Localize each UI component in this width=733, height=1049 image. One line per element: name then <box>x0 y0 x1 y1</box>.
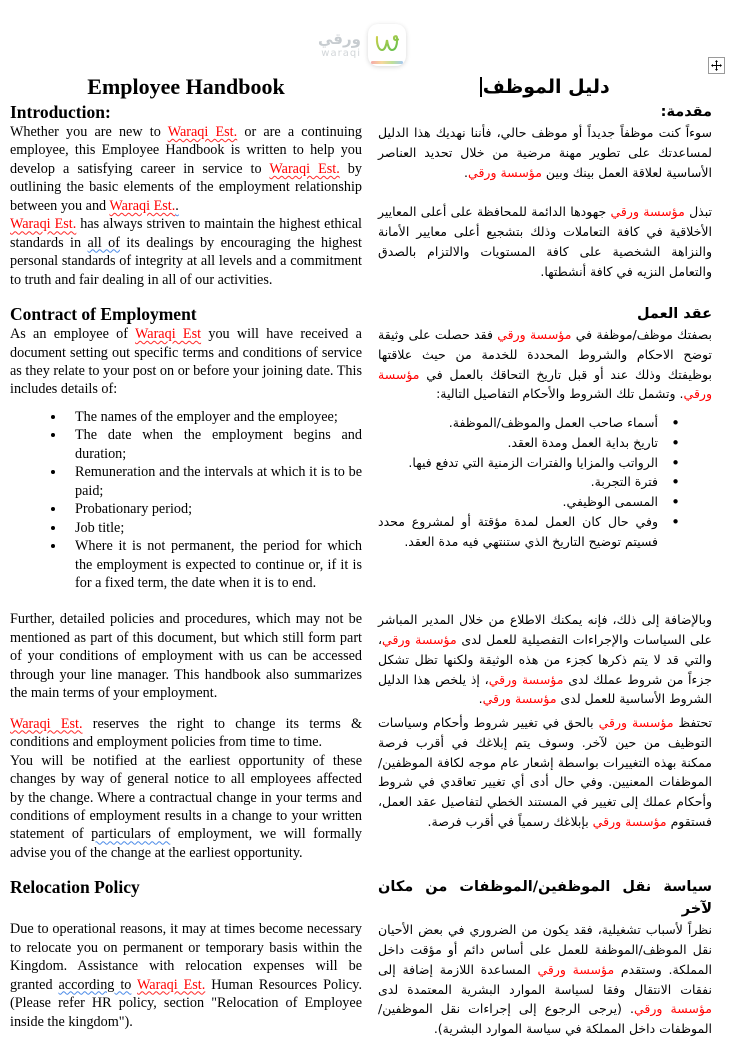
text-segment: reserves the right to change its terms & conditions and employment policies from time to time. <box>10 715 362 751</box>
paragraph[interactable] <box>378 713 712 832</box>
waraqi-logo-arabic-text: ورقي <box>318 29 361 48</box>
text-segment-redsq: Waraqi Est. <box>10 715 83 732</box>
paragraph[interactable] <box>378 202 712 281</box>
bullet-item[interactable]: • وفي حال كان العمل لمدة مؤقتة أو لمشروع محدد فسيتم توضيح التاريخ الذي ستنتهي فيه مدة العقد. <box>378 512 682 552</box>
text-segment: employment, we will formally advise you of the change at the earliest opportunity. <box>10 826 362 861</box>
text-segment-red: مؤسسة ورقي <box>598 715 674 731</box>
text-segment-redsq: Waraqi Est. <box>137 976 206 993</box>
text-segment: As an employee of <box>10 326 136 343</box>
relocation-body-en[interactable] <box>10 920 362 1039</box>
text-segment: بإبلاغك رسمياً في أقرب فرصة. <box>427 813 593 829</box>
bullet-item[interactable]: • Remuneration and the intervals at which it is to be paid; <box>66 463 362 500</box>
heading-relocation-ar[interactable]: سياسة نقل الموظفين/الموظفات من مكان لآخر <box>378 879 712 918</box>
text-segment: Human Resources Policy. (Please refer HR policy, section "Relocation of Employee inside the kingdom"). <box>10 976 362 1030</box>
bullet-item[interactable]: • تاريخ بداية العمل ومدة العقد. <box>378 433 682 453</box>
text-segment: ، والتي قد لا يتم ذكرها كجزء من هذه الوثيقة ولكنها تظل تشكل جزءاً من شروط عملك لدى <box>378 632 713 687</box>
text-segment-red: مؤسسة ورقي <box>497 327 572 343</box>
text-segment-bluesq: all of <box>87 234 120 251</box>
doc-title-ar-text: دليل الموظف <box>482 76 610 98</box>
text-segment-redsq: Waraqi Est. <box>10 216 77 233</box>
paragraph[interactable] <box>10 715 362 752</box>
text-segment-redsq: Waraqi Est <box>135 326 202 343</box>
text-segment-red: مؤسسة ورقي <box>482 691 557 707</box>
contract-body-en[interactable] <box>10 325 362 592</box>
doc-title-ar[interactable] <box>378 73 712 101</box>
text-segment: by outlining the basic elements of the employment relationship between you and <box>10 160 362 214</box>
heading-introduction-en[interactable]: Introduction: <box>10 102 111 122</box>
text-segment: المساعدة اللازمة إضافة إلى نفقات الانتقال وفقا لسياسة الموارد البشرية المعتمدة لدى <box>378 961 712 997</box>
waraqi-logo-wordmark <box>318 29 361 59</box>
text-segment-red: مؤسسة ورقي <box>468 164 542 180</box>
text-segment: ، إذ يلخص هذا الدليل الشروط الأساسية للعمل لدى <box>378 671 712 707</box>
intro-body-ar[interactable] <box>378 123 712 289</box>
text-segment: تحتفظ <box>673 715 712 731</box>
mid-body-ar[interactable] <box>378 610 712 862</box>
heading-contract-ar[interactable]: عقد العمل <box>636 306 712 323</box>
text-segment-bluesq: particulars of <box>91 826 171 843</box>
bullet-item[interactable]: • The names of the employer and the employee; <box>66 408 362 426</box>
text-segment-red: مؤسسة ورقي <box>633 1001 712 1017</box>
heading-introduction-ar[interactable]: مقدمة: <box>660 104 712 120</box>
text-segment: تبذل <box>684 204 712 220</box>
heading-contract-en[interactable]: Contract of Employment <box>10 304 197 325</box>
logo-rainbow-bar <box>371 61 403 64</box>
text-segment-redsq: Waraqi Est. <box>167 124 238 140</box>
text-segment-red: مؤسسة ورقي <box>610 204 685 220</box>
text-segment: . <box>464 164 469 180</box>
waraqi-logo-latin-text: waraqi <box>321 47 361 59</box>
text-segment: You will be notified at the earliest opportunity of these changes by way of general notice to all employees affected by the change. Where a contractual change in your terms and conditions of employment results in a change to your written statement of <box>10 752 362 843</box>
text-segment: has always striven to maintain the highest ethical standards in <box>10 216 362 251</box>
bullet-item[interactable]: • Where it is not permanent, the period for which the employment is expected to continue or, if it is for a fixed term, the date when it is to end. <box>66 537 362 592</box>
text-segment-bluesq: . <box>175 197 179 214</box>
text-segment-redsq: Waraqi Est. <box>109 197 176 214</box>
paragraph[interactable] <box>10 610 362 702</box>
contract-bullet-list-en[interactable] <box>10 408 362 593</box>
text-segment: Further, detailed policies and procedures, which may not be mentioned as part of this document, but which still form part of your conditions of employment with us can be accessed through your line manager. This handbook also summarizes the main terms of your employment. <box>10 611 362 702</box>
text-segment: جهودها الدائمة للمحافظة على أعلى المعايير الأخلاقية في كافة التعاملات وذلك بتشجيع أعلى معايير الأمانة والنزاهة الشخصية على كافة المستويات والالتزام بالصدق والتعامل النزيه في كافة أنشطتها. <box>378 204 712 279</box>
text-segment: Due to operational reasons, it may at times become necessary to relocate you on permanent or temporary basis within the Kingdom. Assistance with relocation expenses will be granted <box>10 921 362 993</box>
text-segment: بالحق في تغيير شروط وأحكام وسياسات التوظيف من حين لآخر. وسوف يتم إبلاغك في أقرب فرصة ممكنة بهذه التغييرات بواسطة إشعار عام موجه لكافة الموظفين/الموظفات المعنيين. وفي حال أدى أي تغيير تعاقدي في شروط وأحكام عملك إلى تغيير في المستند الخطي لتفاصيل عقد العمل، فستقوم <box>378 715 712 829</box>
paragraph[interactable] <box>10 123 362 215</box>
waraqi-logo-icon <box>368 24 406 66</box>
text-segment-redsq: Waraqi Est. <box>269 160 340 177</box>
text-segment-red: مؤسسة ورقي <box>382 632 457 648</box>
paragraph[interactable] <box>10 325 362 399</box>
text-segment: . <box>478 691 483 707</box>
heading-relocation-en[interactable]: Relocation Policy <box>10 877 140 898</box>
contract-body-ar[interactable] <box>378 325 712 592</box>
text-segment: or are a continuing employee, this Employee Handbook is written to help you develop a satisfying career in service to <box>10 124 362 177</box>
bullet-item[interactable]: • المسمى الوظيفي. <box>378 492 682 512</box>
text-segment-bluesq: according to <box>58 976 132 993</box>
paragraph[interactable] <box>378 920 712 1039</box>
text-segment-red: مؤسسة ورقي <box>537 961 615 977</box>
text-cursor <box>480 77 482 97</box>
text-segment: سوءاً كنت موظفاً جديداً أو موظف حالي، فأننا نهديك هذا الدليل لمساعدتك على تطوير مهنة مرضية من خلال تحديد العناصر الأساسية لعلاقة العمل بينك وبين <box>378 125 712 180</box>
text-segment-red: مؤسسة ورقي <box>592 813 667 829</box>
bullet-item[interactable]: • The date when the employment begins and duration; <box>66 426 362 463</box>
bullet-item[interactable]: • الرواتب والمزايا والفترات الزمنية التي تدفع فيها. <box>378 453 682 473</box>
paragraph[interactable] <box>10 215 362 289</box>
text-segment: its dealings by encouraging the highest personal standards of integrity at all levels and a commitment to truth and fair dealing in all of our activities. <box>10 234 363 288</box>
paragraph[interactable] <box>378 610 712 709</box>
bullet-item[interactable]: • Job title; <box>66 519 362 537</box>
text-segment-red: مؤسسة ورقي <box>378 366 712 402</box>
paragraph[interactable] <box>10 920 362 1031</box>
contract-bullet-list-ar[interactable] <box>378 413 712 551</box>
bullet-item[interactable]: • Probationary period; <box>66 500 362 518</box>
waraqi-logo <box>318 24 406 66</box>
paragraph[interactable] <box>10 752 362 863</box>
text-segment: you will have received a document setting out specific terms and conditions of service as they relate to your post on or before your joining date. This includes details of: <box>10 326 362 398</box>
text-segment: Whether you are new to <box>10 124 168 140</box>
paragraph[interactable] <box>378 123 712 182</box>
bullet-item[interactable]: • فترة التجربة. <box>378 472 682 492</box>
text-segment: بصفتك موظف/موظفة في <box>571 327 712 343</box>
text-segment-red: مؤسسة ورقي <box>488 671 564 687</box>
paragraph[interactable] <box>378 325 712 404</box>
move-handle-icon[interactable] <box>708 57 725 74</box>
text-segment: فقد حصلت على وثيقة توضح الاحكام والشروط المحددة للخدمة من حيث علاقتها بوظيفتك وذلك عند أو قبل تاريخ التحاقك بالعمل في <box>378 327 712 382</box>
text-segment: وبالإضافة إلى ذلك، فإنه يمكنك الاطلاع من خلال المدير المباشر على السياسات والإجراءات التفصيلية للعمل لدى <box>378 612 713 648</box>
text-segment: . وتشمل تلك الشروط والأحكام التفاصيل التالية: <box>436 386 684 402</box>
intro-body-en[interactable] <box>10 123 362 289</box>
bullet-item[interactable]: • أسماء صاحب العمل والموظف/الموظفة. <box>378 413 682 433</box>
mid-body-en[interactable] <box>10 610 362 862</box>
relocation-body-ar[interactable] <box>378 920 712 1039</box>
doc-title-en[interactable]: Employee Handbook <box>87 74 285 99</box>
text-segment: . (يرجى الرجوع إلى إجراءات نقل الموظفين/الموظفات داخل المملكة في سياسة الموارد البشرية). <box>378 1001 712 1037</box>
text-segment: نظراً لأسباب تشغيلية، فقد يكون من الضروري في بعض الأحيان نقل الموظف/الموظفة للعمل على أساس دائم أو مؤقت داخل المملكة. وستقدم <box>378 922 712 977</box>
